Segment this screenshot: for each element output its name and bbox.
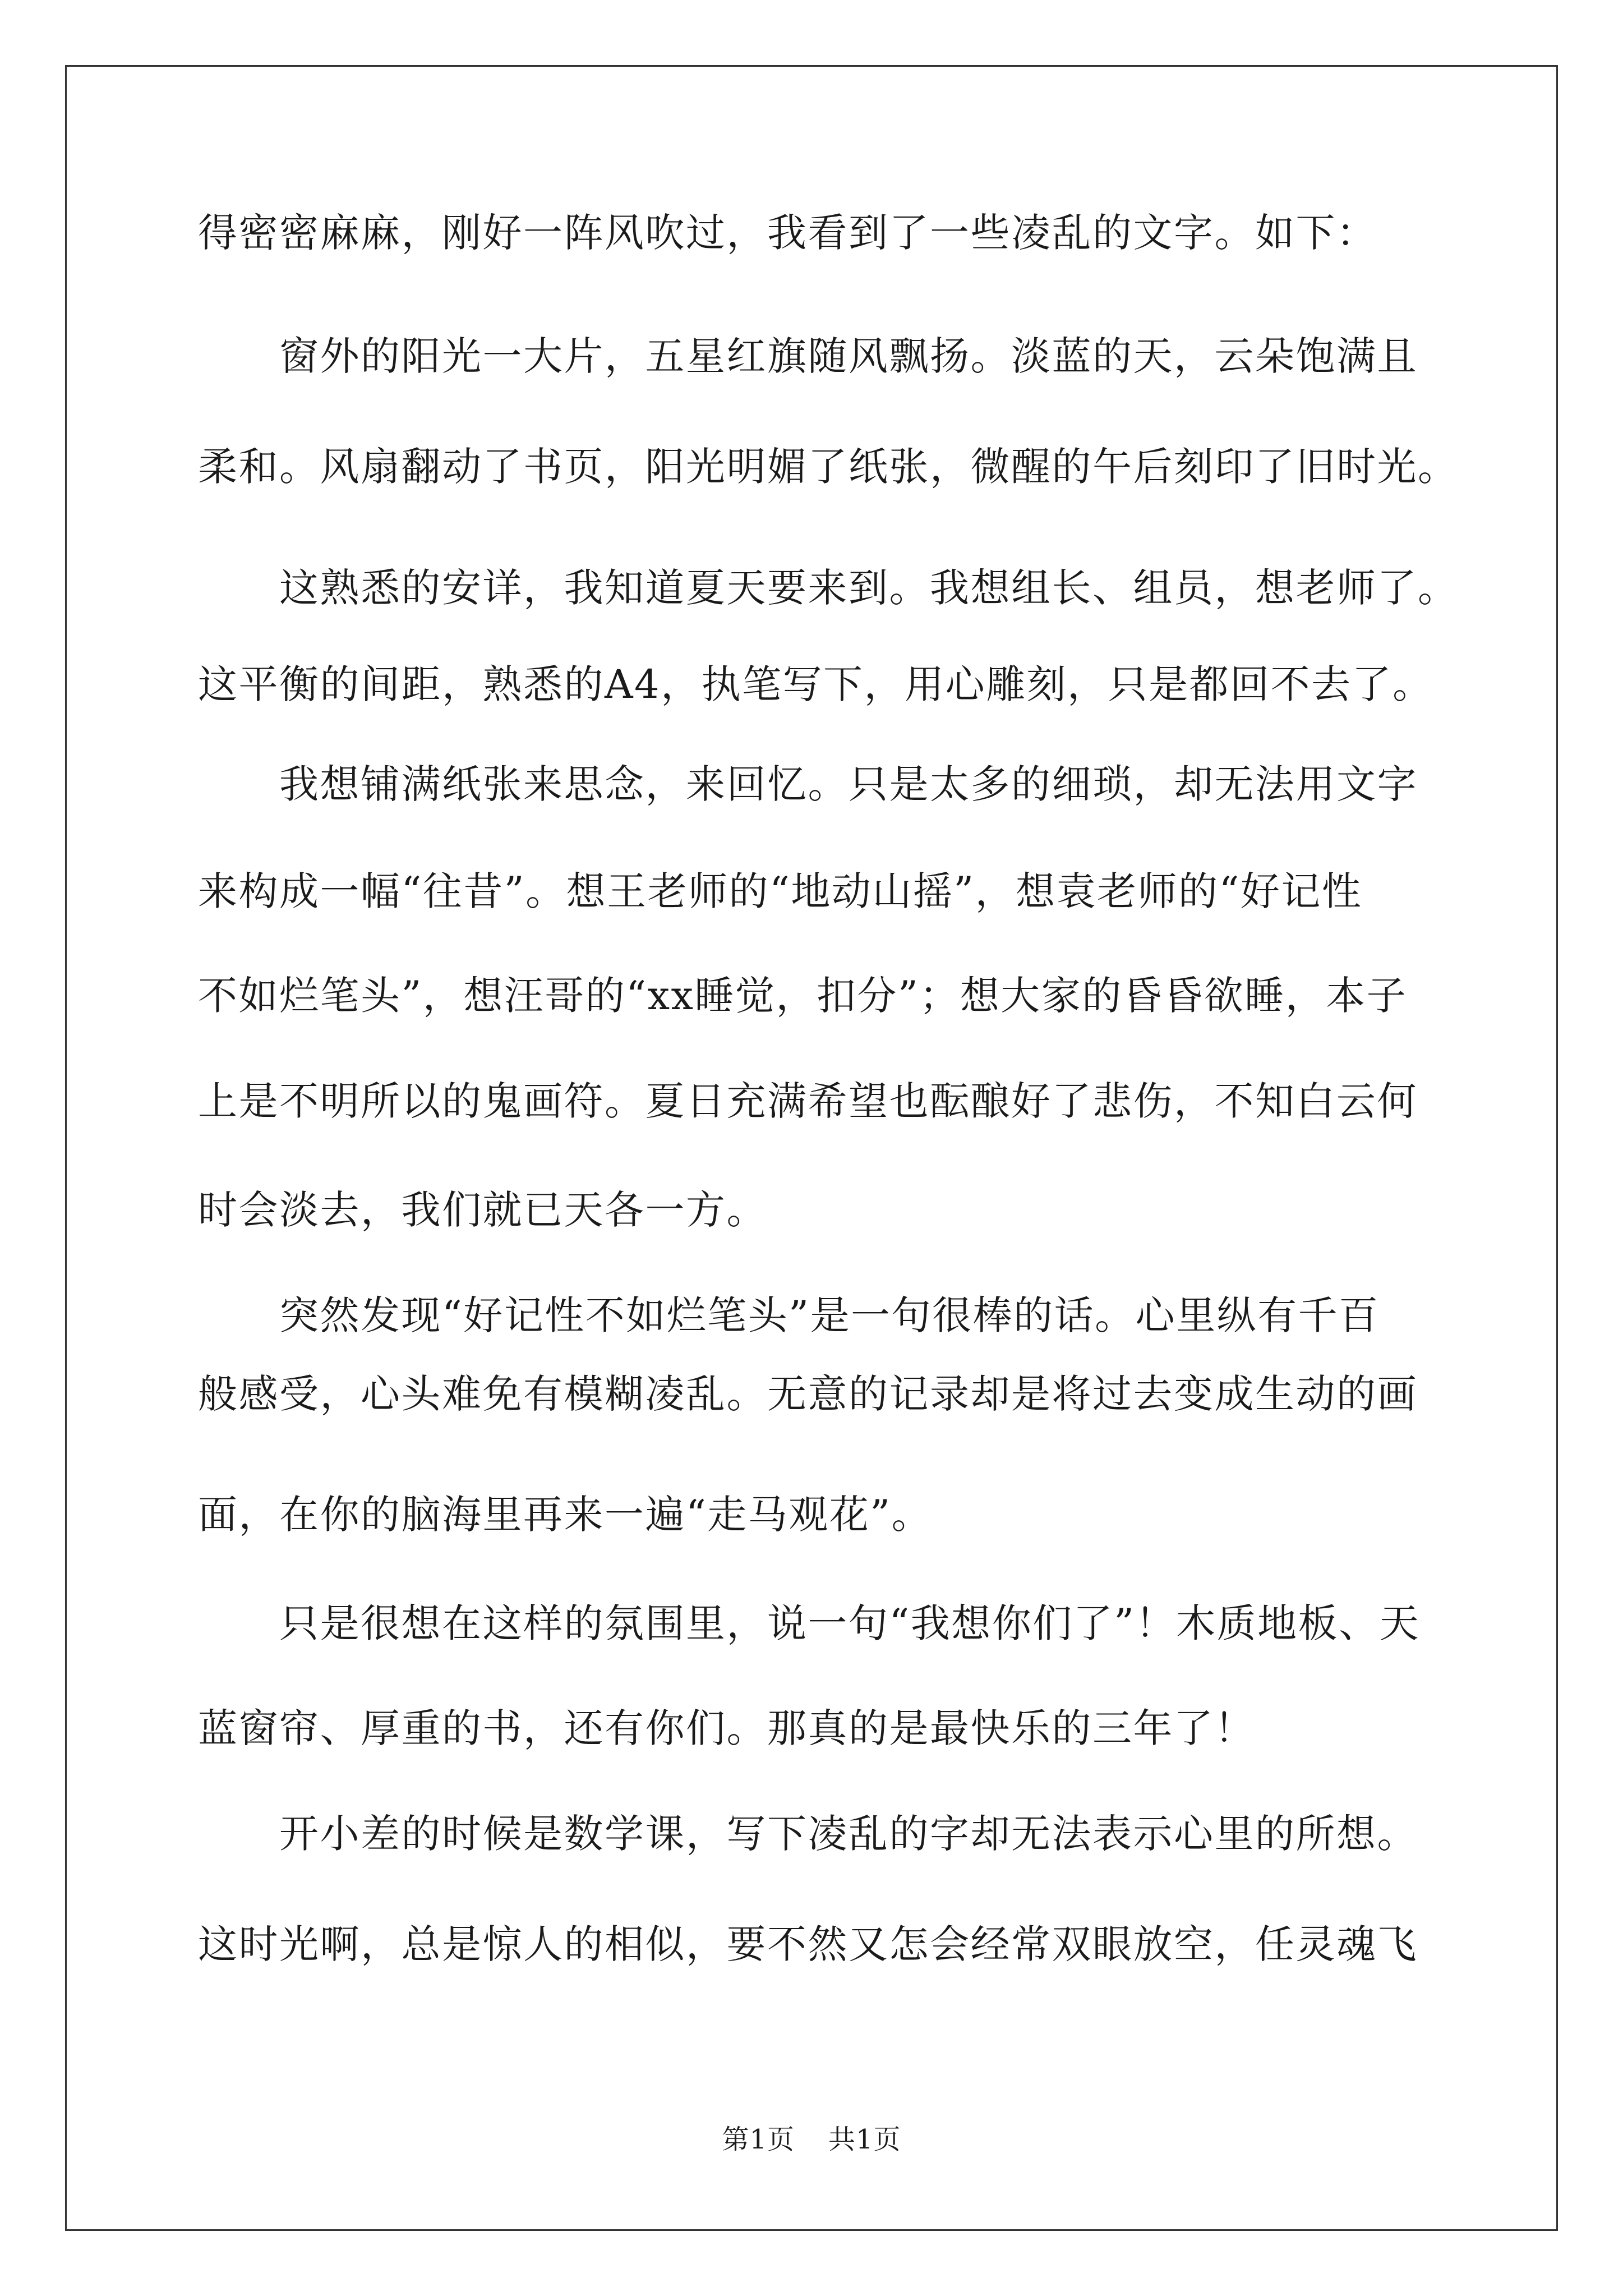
text-line-2: 窗外的阳光一大片，五星红旗随风飘扬。淡蓝的天，云朵饱满且 — [279, 333, 1418, 379]
page-border — [65, 65, 1558, 2231]
text-line-9: 上是不明所以的鬼画符。夏日充满希望也酝酿好了悲伤，不知白云何 — [198, 1078, 1418, 1124]
text-line-13: 面，在你的脑海里再来一遍“走马观花”。 — [198, 1492, 933, 1538]
text-line-3: 柔和。风扇翻动了书页，阳光明媚了纸张，微醒的午后刻印了旧时光。 — [198, 444, 1459, 490]
text-line-7: 来构成一幅“往昔”。想王老师的“地动山摇”，想袁老师的“好记性 — [198, 868, 1363, 914]
text-line-10: 时会淡去，我们就已天各一方。 — [198, 1187, 767, 1233]
text-line-14: 只是很想在这样的氛围里，说一句“我想你们了”！木质地板、天 — [279, 1600, 1421, 1646]
text-line-16: 开小差的时候是数学课，写下凌乱的字却无法表示心里的所想。 — [279, 1811, 1418, 1857]
text-line-5: 这平衡的间距，熟悉的A4，执笔写下，用心雕刻，只是都回不去了。 — [198, 661, 1433, 707]
text-line-1: 得密密麻麻，刚好一阵风吹过，我看到了一些凌乱的文字。如下： — [198, 210, 1377, 256]
text-line-4: 这熟悉的安详，我知道夏天要来到。我想组长、组员，想老师了。 — [279, 565, 1459, 611]
page-total: 共1页 — [828, 2124, 901, 2155]
text-line-11: 突然发现“好记性不如烂笔头”是一句很棒的话。心里纵有千百 — [279, 1292, 1380, 1338]
page-number: 第1页 — [722, 2124, 795, 2155]
text-line-8: 不如烂笔头”，想汪哥的“xx睡觉，扣分”；想大家的昏昏欲睡，本子 — [198, 973, 1408, 1019]
text-line-17: 这时光啊，总是惊人的相似，要不然又怎会经常双眼放空，任灵魂飞 — [198, 1921, 1418, 1967]
text-line-15: 蓝窗帘、厚重的书，还有你们。那真的是最快乐的三年了！ — [198, 1705, 1255, 1751]
page-footer — [0, 2123, 1623, 2156]
text-line-12: 般感受，心头难免有模糊凌乱。无意的记录却是将过去变成生动的画 — [198, 1371, 1418, 1417]
text-line-6: 我想铺满纸张来思念，来回忆。只是太多的细琐，却无法用文字 — [279, 761, 1418, 807]
